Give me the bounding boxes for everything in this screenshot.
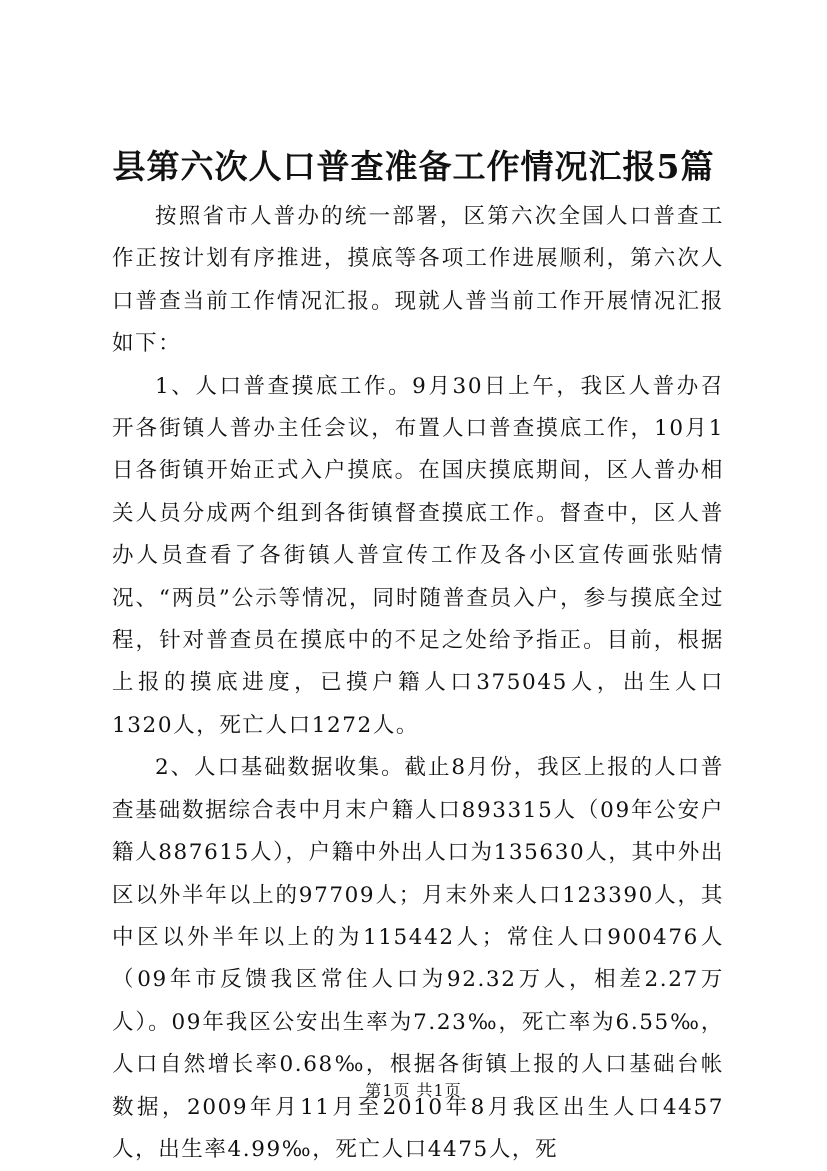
document-title: 县第六次人口普查准备工作情况汇报5篇 xyxy=(112,147,715,186)
document-body xyxy=(112,196,724,1171)
paragraph-intro: 按照省市人普办的统一部署，区第六次全国人口普查工作正按计划有序推进，摸底等各项工作进展顺利，第六次人口普查当前工作情况汇报。现就人普当前工作开展情况汇报如下： xyxy=(112,204,724,357)
paragraph-census-survey: 1、人口普查摸底工作。9月30日上午，我区人普办召开各街镇人普办主任会议，布置人口普查摸底工作，10月1日各街镇开始正式入户摸底。在国庆摸底期间，区人普办相关人员分成两个组到各街镇督查摸底工作。督查中，区人普办人员查看了各街镇人普宣传工作及各小区宣传画张贴情况、“两员”公示等情况，同时随普查员入户，参与摸底全过程，针对普查员在摸底中的不足之处给予指正。目前，根据上报的摸底进度，已摸户籍人口375045人，出生人口1320人，死亡人口1272人。 xyxy=(112,373,724,738)
paragraph-base-data: 2、人口基础数据收集。截止8月份，我区上报的人口普查基础数据综合表中月末户籍人口893315人（09年公安户籍人887615人），户籍中外出人口为135630人，其中外出区以外半年以上的97709人；月末外来人口123390人，其中区以外半年以上的为115442人；常住人口900476人（09年市反馈我区常住人口为92.32万人，相差2.27万人）。09年我区公安出生率为7.23‰，死亡率为6.55‰，人口自然增长率0.68‰，根据各街镇上报的人口基础台帐数据，2009年月11月至2010年8月我区出生人口4457人，出生率4.99‰，死亡人口4475人，死 xyxy=(112,755,724,1162)
page-footer: 第1页 共1页 xyxy=(365,1081,462,1100)
